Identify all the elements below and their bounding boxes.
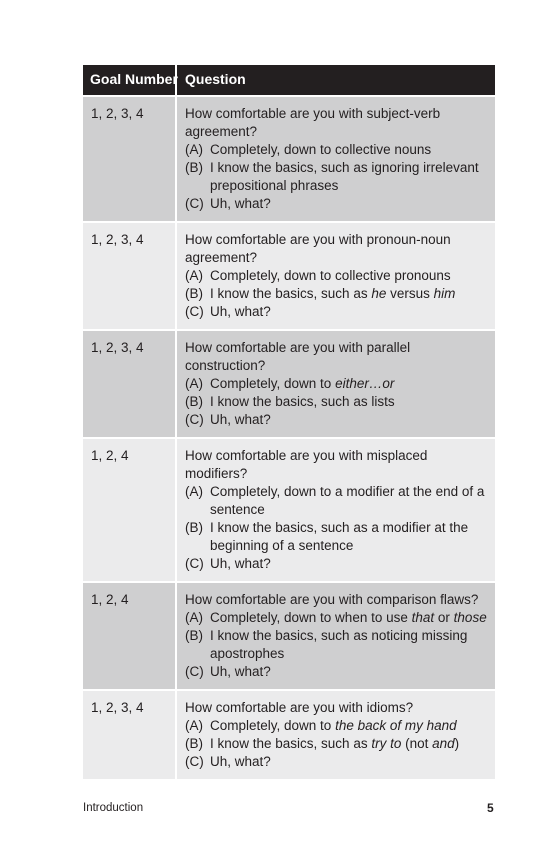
option-b: (B) I know the basics, such as try to (not and) [185,736,460,751]
option-a: (A) Completely, down to the back of my hand [185,718,457,733]
option-c: (C) Uh, what? [185,556,271,571]
option-a: (A) Completely, down to collective pronouns [185,268,451,283]
table-row [83,95,495,221]
question-text: How comfortable are you with misplaced modifiers? [185,448,428,481]
question-cell [177,583,495,689]
header-goal-number: Goal Number [83,65,177,95]
question-text: How comfortable are you with parallel construction? [185,340,411,373]
question-text: How comfortable are you with idioms? [185,700,414,715]
goal-number-cell: 1, 2, 4 [83,439,177,581]
question-text: How comfortable are you with comparison flaws? [185,592,479,607]
goal-number-cell: 1, 2, 3, 4 [83,97,177,221]
table-row [83,437,495,581]
goal-number-cell: 1, 2, 3, 4 [83,223,177,329]
option-b: (B) I know the basics, such as noticing missing apostrophes [185,628,468,661]
goal-number-cell: 1, 2, 4 [83,583,177,689]
table-header [83,65,495,95]
question-cell [177,331,495,437]
question-cell [177,97,495,221]
option-b: (B) I know the basics, such as lists [185,394,395,409]
option-b: (B) I know the basics, such as he versus him [185,286,456,301]
option-a: (A) Completely, down to when to use that or those [185,610,487,625]
page-number: 5 [487,801,494,815]
option-c: (C) Uh, what? [185,304,271,319]
option-a: (A) Completely, down to collective nouns [185,142,432,157]
question-text: How comfortable are you with subject-verb agreement? [185,106,441,139]
option-a: (A) Completely, down to either…or [185,376,395,391]
option-b: (B) I know the basics, such as a modifier at the beginning of a sentence [185,520,469,553]
question-cell [177,223,495,329]
question-cell [177,439,495,581]
option-c: (C) Uh, what? [185,196,271,211]
header-question: Question [185,71,246,87]
table-row [83,329,495,437]
option-b: (B) I know the basics, such as ignoring irrelevant prepositional phrases [185,160,479,193]
comfort-table [83,65,495,779]
table-row [83,689,495,779]
table-row [83,581,495,689]
table-row [83,221,495,329]
option-c: (C) Uh, what? [185,754,271,769]
goal-number-cell: 1, 2, 3, 4 [83,331,177,437]
question-cell [177,691,495,779]
option-c: (C) Uh, what? [185,664,271,679]
option-c: (C) Uh, what? [185,412,271,427]
option-a: (A) Completely, down to a modifier at the end of a sentence [185,484,485,517]
goal-number-cell: 1, 2, 3, 4 [83,691,177,779]
question-text: How comfortable are you with pronoun-noun agreement? [185,232,451,265]
footer-section-title: Introduction [83,802,144,814]
